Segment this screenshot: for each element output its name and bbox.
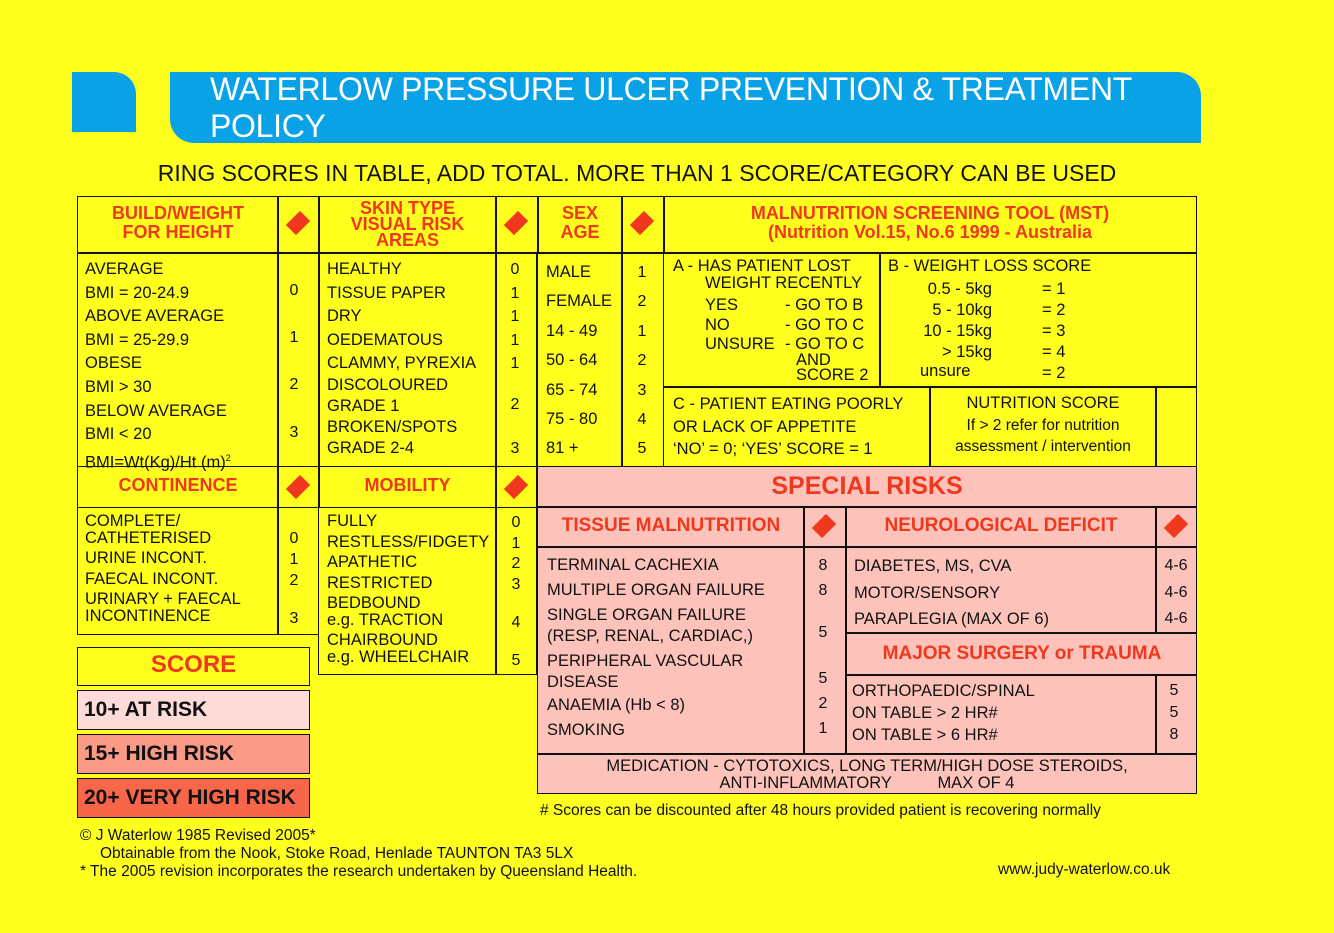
mobility-scores: 0 1 2 3 bbox=[511, 514, 521, 594]
tissue-score: 2 bbox=[818, 695, 828, 712]
mst-b-vals: = 1 = 2 = 3 = 4 = 2 bbox=[1042, 280, 1066, 382]
banner-tab bbox=[72, 72, 136, 132]
mst-b-title: B - WEIGHT LOSS SCORE bbox=[888, 257, 1092, 275]
special-risks-header: SPECIAL RISKS bbox=[771, 472, 963, 500]
surgery-header: MAJOR SURGERY or TRAUMA bbox=[882, 643, 1162, 664]
neuro-list: DIABETES, MS, CVA MOTOR/SENSORY PARAPLEGIA (MAX OF 6) bbox=[854, 557, 1049, 628]
footnote: # Scores can be discounted after 48 hours provided patient is recovering normally bbox=[540, 802, 1101, 819]
skin-header: SKIN TYPE VISUAL RISK AREAS bbox=[350, 198, 465, 250]
tissue-score: 1 bbox=[818, 720, 828, 737]
skin-scores: 0 1 1 1 1 bbox=[510, 261, 520, 373]
continence-score: 1 bbox=[289, 551, 299, 568]
mst-a-go: - GO TO B - GO TO C - GO TO C bbox=[785, 296, 865, 353]
continence-score: 2 bbox=[289, 572, 299, 589]
footer-url[interactable]: www.judy-waterlow.co.uk bbox=[998, 861, 1171, 878]
skin-list: HEALTHY TISSUE PAPER DRY OEDEMATOUS CLAMMY, PYREXIA DISCOLOURED GRADE 1 BROKEN/SPOTS GRADE 2-4 bbox=[327, 260, 477, 457]
build-list: AVERAGE BMI = 20-24.9 ABOVE AVERAGE BMI = 25-29.9 OBESE BMI > 30 BELOW AVERAGE BMI < 20 BMI=Wt(Kg)/Ht $(m)^2$ bbox=[85, 260, 231, 472]
neuro-header: NEUROLOGICAL DEFICIT bbox=[884, 515, 1118, 536]
sex-header: SEX AGE bbox=[560, 203, 600, 242]
diamond-icon bbox=[506, 477, 526, 497]
instruction-text: RING SCORES IN TABLE, ADD TOTAL. MORE THAN 1 SCORE/CATEGORY CAN BE USED bbox=[157, 160, 1117, 186]
diamond-icon bbox=[288, 477, 308, 497]
diamond-icon bbox=[632, 213, 652, 233]
mobility-score: 5 bbox=[511, 652, 521, 669]
diamond-icon bbox=[506, 213, 526, 233]
surgery-scores: 5 5 8 bbox=[1169, 682, 1179, 743]
banner-title: WATERLOW PRESSURE ULCER PREVENTION & TREATMENT POLICY bbox=[170, 72, 1201, 143]
diamond-icon bbox=[814, 516, 834, 536]
surgery-list: ORTHOPAEDIC/SPINAL ON TABLE > 2 HR# ON TABLE > 6 HR# bbox=[852, 682, 1035, 744]
tissue-score: 5 bbox=[818, 670, 828, 687]
mobility-header: MOBILITY bbox=[364, 475, 451, 495]
score-very-high-risk: 20+ VERY HIGH RISK bbox=[77, 778, 310, 818]
build-score: 3 bbox=[289, 424, 299, 441]
score-at-risk: 10+ AT RISK bbox=[77, 690, 310, 730]
score-high-risk: 15+ HIGH RISK bbox=[77, 734, 310, 774]
tissue-header: TISSUE MALNUTRITION bbox=[561, 515, 781, 536]
sex-list: MALE FEMALE 14 - 49 50 - 64 65 - 74 75 - 80 81 + bbox=[546, 263, 613, 458]
mst-a-and: AND SCORE 2 bbox=[796, 351, 869, 384]
mst-header: MALNUTRITION SCREENING TOOL (MST) (Nutrition Vol.15, No.6 1999 - Australia bbox=[750, 203, 1110, 242]
mst-b-rows: 0.5 - 5kg 5 - 10kg 10 - 15kg > 15kg bbox=[923, 280, 992, 361]
mst-a-opts: YES NO UNSURE bbox=[705, 296, 775, 353]
tissue-score: 5 bbox=[818, 624, 828, 641]
build-score: 2 bbox=[289, 376, 299, 393]
continence-header: CONTINENCE bbox=[118, 475, 238, 495]
tissue-scores: 8 8 bbox=[818, 557, 828, 599]
footer-credits: © J Waterlow 1985 Revised 2005* Obtainable from the Nook, Stoke Road, Henlade TAUNTON TA3 5LX * The 2005 revision incorporates the research undertaken by Queensland Health. bbox=[80, 827, 638, 880]
score-header: SCORE bbox=[150, 651, 237, 678]
continence-score: 3 bbox=[289, 610, 299, 627]
sex-scores: 1 2 1 2 3 4 5 bbox=[637, 264, 647, 458]
skin-score: 3 bbox=[510, 440, 520, 457]
build-header: BUILD/WEIGHT FOR HEIGHT bbox=[112, 203, 244, 242]
mst-c: C - PATIENT EATING POORLY OR LACK OF APPETITE ‘NO’ = 0; ‘YES’ SCORE = 1 bbox=[673, 395, 904, 458]
medication-text: MEDICATION - CYTOTOXICS, LONG TERM/HIGH DOSE STEROIDS, ANTI-INFLAMMATORY MAX OF 4 bbox=[606, 757, 1128, 792]
continence-score: 0 bbox=[289, 530, 299, 547]
diamond-icon bbox=[288, 213, 308, 233]
mst-a: A - HAS PATIENT LOST WEIGHT RECENTLY bbox=[673, 257, 863, 292]
nutrition-score: NUTRITION SCORE If > 2 refer for nutrition assessment / intervention bbox=[955, 394, 1131, 455]
diamond-icon bbox=[1166, 516, 1186, 536]
mobility-score: 4 bbox=[511, 614, 521, 631]
continence-list: COMPLETE/ CATHETERISED URINE INCONT. FAECAL INCONT. URINARY + FAECAL INCONTINENCE bbox=[85, 512, 241, 625]
build-score: 1 bbox=[289, 329, 299, 346]
mobility-list: FULLY RESTLESS/FIDGETY APATHETIC RESTRICTED BEDBOUND e.g. TRACTION CHAIRBOUND e.g. WHEELCHAIR bbox=[327, 512, 490, 666]
mst-b-unsure: unsure bbox=[920, 362, 971, 380]
tissue-list: TERMINAL CACHEXIA MULTIPLE ORGAN FAILURE SINGLE ORGAN FAILURE (RESP, RENAL, CARDIAC,) PERIPHERAL VASCULAR DISEASE ANAEMIA (Hb < 8) SMOKING bbox=[547, 556, 765, 739]
skin-score: 2 bbox=[510, 396, 520, 413]
neuro-scores: 4-6 4-6 4-6 bbox=[1164, 557, 1188, 627]
build-score: 0 bbox=[289, 282, 299, 299]
